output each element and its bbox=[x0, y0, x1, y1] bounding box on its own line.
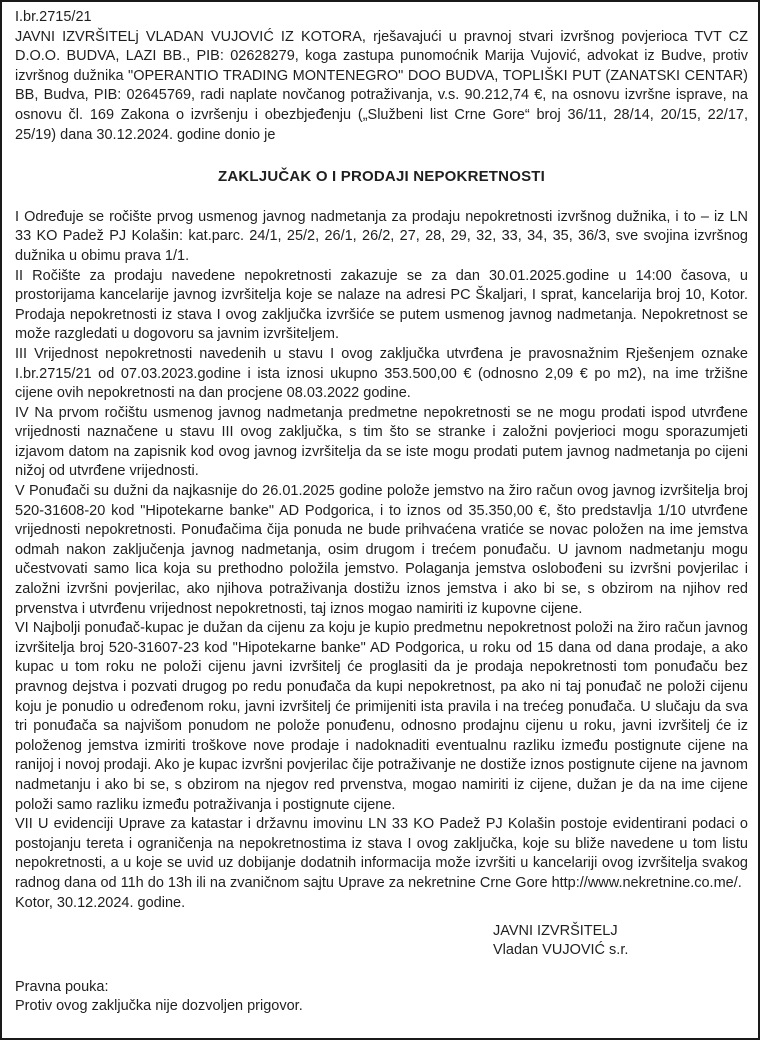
signature-title: JAVNI IZVRŠITELJ bbox=[493, 923, 618, 940]
paragraph-vii: VII U evidenciji Uprave za katastar i državnu imovinu LN 33 KO Padež PJ Kolašin postoje evidentirani podaci o postojanju tereta i ograničenja na nepokretnostima iz stava I ovog zaključka, koje su bliže navedene u tom listu nepokretnosti, a u koje se uvid uz dobijanje dodatnih informacija može izvršiti u kancelariji ovog izvršitelja svakog radnog dana od 11h do 13h ili na zvaničnom sajtu Uprave za nekretnine Crne Gore http://www.nekretnine.co.me/. bbox=[15, 816, 748, 891]
place-and-date: Kotor, 30.12.2024. godine. bbox=[15, 894, 186, 911]
legal-remedy-text: Protiv ovog zaključka nije dozvoljen prigovor. bbox=[15, 998, 303, 1015]
legal-remedy-label: Pravna pouka: bbox=[15, 979, 109, 996]
intro-paragraph: JAVNI IZVRŠITELj VLADAN VUJOVIĆ IZ KOTORA, rješavajući u pravnoj stvari izvršnog povjerioca TVT CZ D.O.O. BUDVA, LAZI BB., PIB: 02628279, koga zastupa punomoćnik Marija Vujović, advokat iz Budve, protiv izvršnog dužnika "OPERANTIO TRADING MONTENEGRO" DOO BUDVA, TOPLIŠKI PUT (ZANATSKI CENTAR) BB, Budva, PIB: 02645769, radi naplate novčanog potraživanja, v.s. 90.212,74 €, na osnovu izvršne isprave, na osnovu čl. 169 Zakona o izvršenju i obezbjeđenju („Službeni list Crne Gore“ broj 36/11, 28/14, 20/15, 22/17, 25/19) dana 30.12.2024. godine donio je bbox=[15, 28, 748, 143]
paragraph-i: I Određuje se ročište prvog usmenog javnog nadmetanja za prodaju nepokretnosti izvršnog dužnika, i to – iz LN 33 KO Padež PJ Kolašin: kat.parc. 24/1, 25/2, 26/1, 26/2, 27, 28, 29, 32, 33, 34, 35, 36/3, sve svojina izvršnog dužnika u obimu prava 1/1. bbox=[15, 208, 748, 264]
paragraph-ii: II Ročište za prodaju navedene nepokretnosti zakazuje se za dan 30.01.2025.godine u 14:00 časova, u prostorijama kancelarije javnog izvršitelja koje se nalaze na adresi PC Škaljari, I sprat, kancelarija broj 10, Kotor. Prodaja nepokretnosti iz stava I ovog zaključka izvršiće se putem usmenog javnog nadmetanja. Nepokretnost se može razgledati u dogovoru sa javnim izvršiteljem. bbox=[15, 267, 748, 343]
signature-name: Vladan VUJOVIĆ s.r. bbox=[493, 942, 629, 959]
document-title: ZAKLJUČAK O I PRODAJI NEPOKRETNOSTI bbox=[217, 168, 546, 186]
paragraph-v: V Ponuđači su dužni da najkasnije do 26.01.2025 godine polože jemstvo na žiro račun ovog javnog izvršitelja broj 520-31608-20 kod "Hipotekarne banke" AD Podgorica, i to iznos od 35.350,00 €, što predstavlja 1/10 utvrđene vrijednosti nepokretnosti. Ponuđačima čija ponuda ne bude prihvaćena vratiće se novac položen na ime jemstva odmah nakon zaključenja javnog nadmetanja, osim drugom i trećem ponuđaču. U javnom nadmetanju mogu učestvovati samo lica koja su prethodno položila jemstvo. Polaganja jemstva oslobođeni su izvršni povjerilac i založni izvršni povjerilac, ako njihova potraživanja dostižu iznos jemstva i ako bi se, s obzirom na njihov red prvenstva i utvrđenu vrijednost nepokretnosti, taj iznos mogao namiriti iz kupovne cijene. bbox=[15, 483, 748, 617]
paragraph-vi: VI Najbolji ponuđač-kupac je dužan da cijenu za koju je kupio predmetnu nepokretnost položi na žiro račun javnog izvršitelja broj 520-31607-23 kod "Hipotekarne banke" AD Podgorica, u roku od 15 dana od dana prodaje, a ako kupac u tom roku ne položi cijenu javni izvršitelj će proglasiti da je prodaja nepokretnosti tom ponuđaču bez pravnog dejstva i pozvati drugog po redu ponuđača da kupi nepokretnost, pa ako ni taj ponuđač ne položi cijenu koju je ponudio u određenom roku, javni izvršitelj će primijeniti ista pravila i na trećeg ponuđača. U slučaju da sva tri ponuđača sa najvišom ponudom ne polože ponuđenu, odnosno prodajnu cijenu u roku, javni izvršitelj će iz položenog jemstva izmiriti troškove nove prodaje i nadoknaditi eventualnu razliku između postignute cijene na ranijoj i novoj prodaji. Ako je kupac izvršni povjerilac čije potraživanje ne dostiže iznos postignute cijene na javnom nadmetanju i ako bi se, s obzirom na njegov red prvenstva, mogao namiriti iz cijene, dužan je da na ime cijene položi samo razliku između potraživanja i postignute cijene. bbox=[15, 620, 748, 813]
case-reference: I.br.2715/21 bbox=[15, 9, 92, 25]
signature-block bbox=[493, 922, 748, 960]
paragraph-iv: IV Na prvom ročištu usmenog javnog nadmetanja predmetne nepokretnosti se ne mogu prodati ispod utvrđene vrijednosti naznačene u stavu III ovog zaključka, s tim što se stranke i založni povjerioci mogu sporazumjeti izjavom datom na zapisnik kod ovog javnog izvršitelja da se iste mogu prodati putem javnog nadmetanja po cijeni nižoj od utvrđene vrijednosti. bbox=[15, 404, 748, 480]
legal-remedy bbox=[15, 978, 748, 1016]
paragraph-iii: III Vrijednost nepokretnosti navedenih u stavu I ovog zaključka utvrđena je pravosnažnim Rješenjem oznake I.br.2715/21 od 07.03.2023.godine i ista iznosi ukupno 353.500,00 € (odnosno 2,09 € po m2), na ime tržišne cijene ovih nepokretnosti na dan procjene 08.03.2022 godine. bbox=[15, 345, 748, 402]
